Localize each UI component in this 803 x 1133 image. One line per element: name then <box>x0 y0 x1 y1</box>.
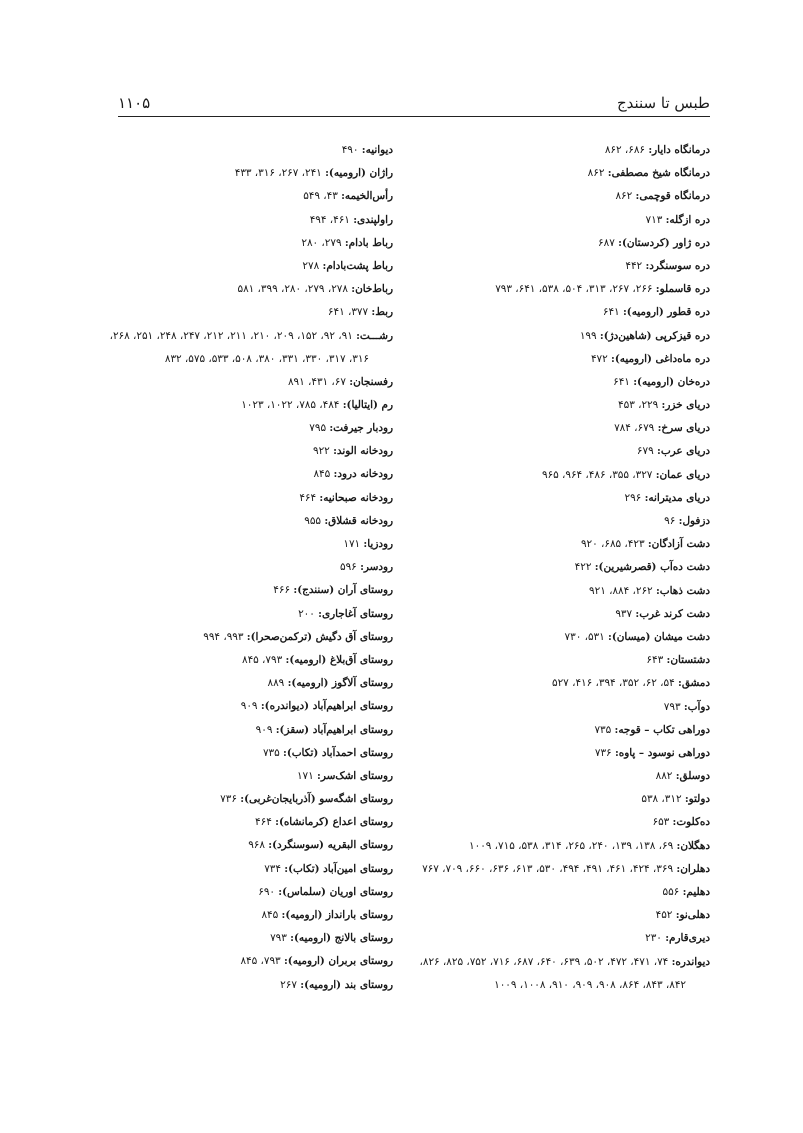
entry-line <box>103 584 393 597</box>
entry-line <box>410 886 710 899</box>
entry-line <box>410 469 710 482</box>
entry-line <box>410 144 710 157</box>
entry-line <box>103 330 393 343</box>
index-column-left <box>103 144 393 1002</box>
index-entry <box>410 701 710 714</box>
index-entry <box>410 492 710 505</box>
entry-term: دشت ده‌آب (قصرشیرین): <box>594 561 710 574</box>
index-entry <box>410 770 710 783</box>
entry-line <box>103 839 393 852</box>
entry-term: دوسلق: <box>675 770 710 783</box>
entry-line <box>410 376 710 389</box>
index-entry <box>410 816 710 829</box>
index-entry <box>103 654 393 667</box>
index-entry <box>410 469 710 482</box>
index-entry <box>103 886 393 899</box>
entry-term: درمانگاه دایار: <box>648 144 710 156</box>
entry-page-refs: ۷۳۶ <box>220 793 241 806</box>
entry-page-refs: ۵۹۶ <box>340 561 361 574</box>
index-entry <box>103 399 393 412</box>
entry-term: دشتستان: <box>666 654 710 667</box>
entry-term: دره ازگله: <box>665 213 710 226</box>
header-rule <box>118 116 710 117</box>
index-entry <box>410 840 710 853</box>
index-entry <box>103 561 393 574</box>
index-entry <box>410 214 710 227</box>
entry-term: درمانگاه شیخ مصطفی: <box>607 167 710 180</box>
entry-page-refs: ۲۶۲، ۸۸۴، ۹۲۱ <box>589 584 656 597</box>
index-entry <box>410 724 710 737</box>
entry-term: دریای عمان: <box>655 468 710 481</box>
running-title: طبس تا سنندج <box>616 94 710 112</box>
entry-line <box>103 260 393 273</box>
entry-term: رم (ایتالیا): <box>342 398 393 411</box>
entry-line <box>103 886 393 899</box>
entry-term: روستای بالانج (ارومیه): <box>290 932 393 945</box>
entry-line <box>410 701 710 714</box>
entry-line <box>103 631 393 644</box>
index-entry <box>103 677 393 690</box>
entry-line <box>410 747 710 760</box>
entry-line <box>410 306 710 319</box>
entry-page-refs: ۲۶۶، ۲۶۷، ۳۱۳، ۵۰۴، ۵۳۸، ۶۴۱، ۷۹۳ <box>495 283 656 296</box>
entry-term: دهلران: <box>676 862 710 875</box>
entry-term: روستای اوریان (سلماس): <box>278 885 393 898</box>
index-entry <box>103 515 393 528</box>
index-entry <box>410 932 710 945</box>
entry-line <box>103 190 393 203</box>
entry-page-refs: ۹۶ <box>664 515 679 527</box>
entry-page-refs: ۶۹۰ <box>258 885 279 898</box>
entry-line <box>103 399 393 412</box>
entry-term: روستای آق دگیش (ترکمن‌صحرا): <box>246 630 393 643</box>
entry-line <box>103 283 393 296</box>
index-entry <box>410 237 710 250</box>
entry-line <box>410 654 710 667</box>
entry-page-refs: ۲۲۹، ۴۵۳ <box>618 399 662 412</box>
entry-line <box>410 190 710 203</box>
index-entry <box>410 190 710 203</box>
index-entry <box>410 747 710 760</box>
index-entry <box>103 538 393 551</box>
index-entry <box>103 445 393 458</box>
entry-line <box>410 399 710 412</box>
entry-term: روستای اشک‌سر: <box>317 769 393 782</box>
entry-page-refs: ۳۶۹، ۴۲۴، ۴۶۱، ۴۹۱، ۴۹۴، ۵۳۰، ۶۱۳، ۶۳۶، ۶۶۰، ۷۰۹، ۷۶۷ <box>422 862 677 875</box>
entry-line <box>103 932 393 945</box>
entry-term: روستای آغاجاری: <box>318 607 393 620</box>
entry-page-refs: ۴۶۴ <box>255 816 276 829</box>
index-entry <box>103 816 393 829</box>
index-entry <box>103 492 393 505</box>
entry-line <box>103 863 393 876</box>
entry-page-refs: ۳۲۷، ۳۵۵، ۴۸۶، ۹۶۴، ۹۶۵ <box>541 468 656 481</box>
entry-line <box>103 214 393 227</box>
entry-line <box>103 492 393 505</box>
entry-line <box>103 700 393 713</box>
index-entry <box>103 190 393 203</box>
index-entry <box>103 468 393 481</box>
index-entry <box>410 376 710 389</box>
entry-term: روستای آران (سنندج): <box>293 584 393 597</box>
entry-term: راژان (ارومیه): <box>325 167 393 180</box>
entry-line <box>103 608 393 621</box>
entry-line <box>410 724 710 737</box>
entry-page-refs: ۵۴، ۶۲، ۳۵۲، ۳۹۴، ۴۱۶، ۵۲۷ <box>552 677 679 690</box>
entry-line <box>103 654 393 667</box>
index-column-right <box>410 144 710 1002</box>
index-entry <box>103 283 393 296</box>
entry-term: روستای اشگه‌سو (آذربایجان‌غربی): <box>240 793 393 806</box>
entry-page-refs: ۴۵۲ <box>655 909 676 922</box>
entry-page-refs: ۴۶۴ <box>299 491 320 504</box>
entry-term: رباط بادام: <box>344 236 393 249</box>
index-entry <box>103 584 393 597</box>
entry-line <box>410 816 710 829</box>
entry-page-refs: ۲۷۸ <box>302 259 323 272</box>
entry-term: ده‌کلوت: <box>672 816 710 829</box>
index-entry <box>410 608 710 621</box>
entry-page-refs: ۶۴۱ <box>602 306 623 319</box>
entry-line <box>410 353 710 366</box>
entry-line <box>410 538 710 551</box>
entry-page-refs: ۶۷۹، ۷۸۴ <box>614 422 658 435</box>
index-entry <box>410 538 710 551</box>
entry-line <box>410 677 710 690</box>
entry-page-refs: ۹۰۹ <box>255 723 276 736</box>
entry-page-refs: ۴۴۲ <box>625 259 646 272</box>
entry-page-refs: ۱۷۱ <box>343 538 364 550</box>
entry-page-refs: ۸۴۵ <box>261 909 282 921</box>
entry-term: رودسر: <box>360 561 393 574</box>
index-entry <box>103 214 393 227</box>
entry-line <box>410 283 710 296</box>
entry-page-refs: ۷۱۳ <box>645 213 666 226</box>
entry-page-refs: ۷۹۳ <box>663 700 684 713</box>
entry-term: دیری‌قارم: <box>665 932 710 945</box>
index-entry <box>103 422 393 435</box>
entry-line <box>410 932 710 945</box>
entry-line <box>410 793 710 806</box>
entry-term: رودخانه صبحانیه: <box>319 491 393 504</box>
entry-term: درمانگاه قوچمی: <box>635 190 710 203</box>
entry-line <box>103 979 393 992</box>
entry-line <box>103 422 393 435</box>
index-entry <box>103 932 393 945</box>
entry-line <box>103 167 393 180</box>
entry-page-refs-continued: ۳۱۶، ۳۱۷، ۳۳۰، ۳۳۱، ۳۸۰، ۵۰۸، ۵۳۳، ۵۷۵، ۸۳۲ <box>164 352 369 365</box>
index-entry <box>103 770 393 783</box>
entry-term: رأس‌الخیمه: <box>341 190 393 203</box>
entry-line <box>103 468 393 481</box>
index-entry <box>410 863 710 876</box>
entry-page-refs-continued: ۸۴۲، ۸۴۳، ۸۶۴، ۹۰۸، ۹۰۹، ۹۱۰، ۱۰۰۸، ۱۰۰۹ <box>494 978 686 991</box>
entry-term: دولتو: <box>684 793 710 806</box>
entry-line <box>103 793 393 806</box>
entry-term: ربط: <box>371 306 393 319</box>
index-entry <box>103 306 393 319</box>
index-entry <box>410 422 710 435</box>
entry-line <box>103 747 393 760</box>
index-entry <box>103 979 393 992</box>
entry-page-refs: ۶۸۶، ۸۶۲ <box>604 144 649 156</box>
entry-page-refs: ۹۲۲ <box>313 445 334 458</box>
entry-term: دیواندره: <box>671 955 710 968</box>
entry-line <box>410 422 710 435</box>
index-entry <box>410 631 710 644</box>
entry-term: رشـــت: <box>356 329 393 342</box>
entry-term: دریای مدیترانه: <box>644 491 710 504</box>
entry-page-refs: ۶۸۷ <box>598 236 619 249</box>
entry-line <box>410 237 710 250</box>
entry-line <box>103 909 393 922</box>
entry-page-refs: ۹۵۵ <box>304 514 325 527</box>
entry-page-refs: ۲۷۸، ۲۷۹، ۲۸۰، ۳۹۹، ۵۸۱ <box>237 283 352 296</box>
entry-line <box>103 515 393 528</box>
entry-page-refs: ۷۳۴ <box>264 862 285 875</box>
index-entry <box>103 167 393 180</box>
entry-page-refs: ۲۹۶ <box>624 491 645 504</box>
index-entry <box>103 955 393 968</box>
entry-page-refs: ۵۵۶ <box>662 886 683 898</box>
index-entry <box>410 515 710 528</box>
entry-line <box>410 585 710 598</box>
entry-term: دشت ذهاب: <box>655 584 710 597</box>
index-entry <box>410 677 710 690</box>
index-entry <box>103 839 393 852</box>
entry-page-refs: ۸۸۲ <box>655 770 676 783</box>
entry-line <box>103 816 393 829</box>
entry-line <box>103 770 393 783</box>
entry-line <box>410 561 710 574</box>
entry-page-refs: ۷۴، ۴۷۱، ۴۷۲، ۵۰۲، ۶۳۹، ۶۴۰، ۶۸۷، ۷۱۶، ۷۵۲، ۸۲۵، ۸۲۶، <box>419 955 672 968</box>
entry-term: رودزیا: <box>363 538 393 550</box>
entry-page-refs: ۲۶۷ <box>280 978 301 991</box>
entry-page-refs: ۴۷۲ <box>590 352 612 365</box>
entry-page-refs: ۶۴۱ <box>613 375 634 388</box>
entry-term: رودخانه قشلاق: <box>324 514 393 527</box>
entry-term: دره ژاور (کردستان): <box>618 236 710 249</box>
entry-term: روستای احمدآباد (تکاب): <box>283 746 393 759</box>
entry-term: روستای آلاگوز (ارومیه): <box>287 677 393 690</box>
index-entry <box>410 353 710 366</box>
index-entry <box>103 237 393 250</box>
entry-term: روستای بند (ارومیه): <box>300 978 393 991</box>
entry-line <box>410 167 710 180</box>
entry-term: دریای عرب: <box>656 445 710 458</box>
index-entry <box>410 306 710 319</box>
entry-term: دره‌خان (ارومیه): <box>633 375 710 388</box>
index-entry <box>103 376 393 389</box>
entry-page-refs: ۲۷۹، ۲۸۰ <box>301 236 345 249</box>
entry-page-refs: ۶۵۳ <box>652 816 673 829</box>
entry-line <box>103 306 393 319</box>
entry-page-refs: ۸۴۵ <box>313 468 334 481</box>
entry-page-refs: ۱۷۱ <box>296 769 318 782</box>
entry-page-refs: ۷۹۳، ۸۴۵ <box>242 653 286 666</box>
entry-term: دیوانیه: <box>361 144 393 156</box>
index-entry <box>410 144 710 157</box>
entry-page-refs: ۸۸۹ <box>267 677 288 690</box>
entry-page-refs: ۳۱۲، ۵۳۸ <box>641 793 685 806</box>
entry-line <box>103 955 393 968</box>
entry-line <box>410 330 710 343</box>
index-entry <box>410 654 710 667</box>
entry-term: دشت کرند غرب: <box>635 607 710 620</box>
entry-line <box>410 863 710 876</box>
entry-page-refs: ۸۶۲ <box>587 167 608 180</box>
entry-line <box>103 445 393 458</box>
entry-page-refs: ۴۲۳، ۶۸۵، ۹۲۰ <box>580 538 648 551</box>
entry-line <box>410 909 710 922</box>
entry-page-refs: ۲۴۱، ۲۶۷، ۳۱۶، ۴۳۳ <box>234 167 326 180</box>
entry-line <box>410 631 710 644</box>
entry-page-refs: ۷۳۶ <box>594 746 615 759</box>
index-entry <box>410 260 710 273</box>
index-entry <box>103 863 393 876</box>
index-entry <box>410 561 710 574</box>
entry-term: رفسنجان: <box>349 375 393 388</box>
index-entry <box>410 585 710 598</box>
entry-term: رباط پشت‌بادام: <box>322 259 393 272</box>
entry-page-refs: ۷۳۵ <box>262 746 283 759</box>
index-entry <box>410 399 710 412</box>
entry-term: دره سوسنگرد: <box>645 259 710 272</box>
entry-page-refs: ۷۹۳، ۸۴۵ <box>240 955 284 968</box>
entry-page-refs: ۷۹۳ <box>270 932 291 945</box>
entry-term: دریای سرخ: <box>657 422 710 435</box>
entry-line <box>410 214 710 227</box>
entry-term: رودخانه درود: <box>333 468 393 481</box>
entry-page-refs: ۲۰۰ <box>298 607 319 620</box>
index-entry <box>103 330 393 366</box>
entry-page-refs: ۴۲۲ <box>574 561 595 574</box>
entry-page-refs: ۶۷، ۴۳۱، ۸۹۱ <box>287 375 350 388</box>
entry-line <box>103 538 393 551</box>
entry-term: دره قاسملو: <box>655 283 710 296</box>
entry-term: روستای اعداع (کرمانشاه): <box>275 816 393 829</box>
page-header <box>118 90 710 112</box>
entry-page-refs: ۶۹، ۱۳۸، ۱۳۹، ۲۴۰، ۲۶۵، ۳۱۴، ۵۳۸، ۷۱۵، ۱۰۰۹ <box>469 839 677 852</box>
entry-page-refs: ۹۹۳، ۹۹۴ <box>203 630 247 643</box>
entry-term: دشت آزادگان: <box>647 538 710 551</box>
entry-term: دهلی‌نو: <box>675 909 710 922</box>
entry-line <box>103 376 393 389</box>
entry-page-refs: ۴۶۶ <box>273 584 294 597</box>
page-number: ۱۱۰۵ <box>118 94 151 112</box>
index-entry <box>103 260 393 273</box>
index-entry <box>410 330 710 343</box>
entry-page-refs: ۴۹۰ <box>341 144 362 156</box>
entry-line <box>410 445 710 458</box>
entry-term: دمشق: <box>678 677 710 690</box>
entry-line <box>103 237 393 250</box>
index-entry <box>103 724 393 737</box>
entry-term: دزفول: <box>678 515 710 527</box>
entry-term: روستای ابراهیم‌آباد (دیواندره): <box>260 700 393 713</box>
index-entry <box>103 747 393 760</box>
entry-term: دوآب: <box>683 700 710 713</box>
entry-page-refs: ۶۴۳ <box>646 654 667 667</box>
entry-term: روستای آق‌بلاغ (ارومیه): <box>285 653 393 666</box>
entry-term: روستای بربران (ارومیه): <box>283 955 393 968</box>
entry-term: روستای ابراهیم‌آباد (سقز): <box>275 723 393 736</box>
entry-line <box>103 561 393 574</box>
index-entry <box>410 167 710 180</box>
index-entry <box>410 283 710 296</box>
index-entry <box>103 909 393 922</box>
entry-page-refs: ۹۳۷ <box>615 607 636 620</box>
entry-page-refs: ۸۶۲ <box>615 190 636 203</box>
entry-page-refs: ۹۱، ۹۲، ۱۵۲، ۲۰۹، ۲۱۰، ۲۱۱، ۲۱۲، ۲۴۷، ۲۴۸، ۲۵۱، ۲۶۸، <box>109 329 357 342</box>
entry-term: روستای بارانداز (ارومیه): <box>281 909 393 921</box>
entry-line <box>410 492 710 505</box>
entry-term: دوراهی تکاب – قوجه: <box>614 723 710 736</box>
entry-page-refs: ۳۷۷، ۶۴۱ <box>327 306 372 319</box>
entry-term: دشت میشان (میسان): <box>608 630 710 643</box>
entry-term: دره قیزکرپی (شاهین‌دژ): <box>599 329 710 342</box>
entry-page-refs: ۵۳۱، ۷۳۰ <box>564 630 609 643</box>
entry-line <box>410 260 710 273</box>
index-entry <box>103 631 393 644</box>
entry-term: راولپندی: <box>353 213 393 226</box>
entry-line <box>410 515 710 528</box>
entry-term: دوراهی نوسود – پاوه: <box>614 746 710 759</box>
index-entry <box>410 909 710 922</box>
entry-term: روستای امین‌آباد (تکاب): <box>284 862 393 875</box>
entry-page-refs: ۲۳۰ <box>645 932 666 945</box>
entry-term: دریای خزر: <box>661 399 710 412</box>
entry-line <box>103 677 393 690</box>
index-entry <box>103 700 393 713</box>
entry-page-refs: ۹۶۸ <box>248 839 269 852</box>
index-entry <box>410 956 710 992</box>
index-entry <box>410 886 710 899</box>
entry-page-refs: ۹۰۹ <box>240 700 261 713</box>
entry-term: رباط‌خان: <box>351 283 393 296</box>
entry-page-refs: ۶۷۹ <box>636 445 657 458</box>
entry-term: دهگلان: <box>676 839 710 852</box>
index-entry <box>103 144 393 157</box>
index-entry <box>410 445 710 458</box>
entry-page-refs: ۷۳۵ <box>594 723 615 736</box>
index-entry <box>410 793 710 806</box>
entry-page-refs: ۱۹۹ <box>579 329 600 342</box>
index-entry <box>103 608 393 621</box>
entry-term: رودخانه الوند: <box>333 445 393 458</box>
entry-page-refs: ۴۸۴، ۷۸۵، ۱۰۲۲، ۱۰۲۳ <box>241 398 343 411</box>
entry-line <box>410 608 710 621</box>
index-entry <box>103 793 393 806</box>
entry-page-refs: ۷۹۵ <box>309 422 330 435</box>
entry-line <box>410 956 710 969</box>
entry-term: دهلیم: <box>682 886 710 898</box>
entry-line <box>410 770 710 783</box>
entry-term: دره ماه‌داغی (ارومیه): <box>611 352 710 365</box>
entry-line <box>410 840 710 853</box>
entry-page-refs: ۴۳، ۵۴۹ <box>303 190 342 203</box>
entry-line <box>103 144 393 157</box>
entry-term: روستای البقریه (سوسنگرد): <box>268 839 393 852</box>
entry-term: رودبار جیرفت: <box>329 422 393 435</box>
entry-line <box>103 724 393 737</box>
entry-page-refs: ۴۶۱، ۴۹۴ <box>309 213 354 226</box>
entry-term: دره قطور (ارومیه): <box>622 306 710 319</box>
